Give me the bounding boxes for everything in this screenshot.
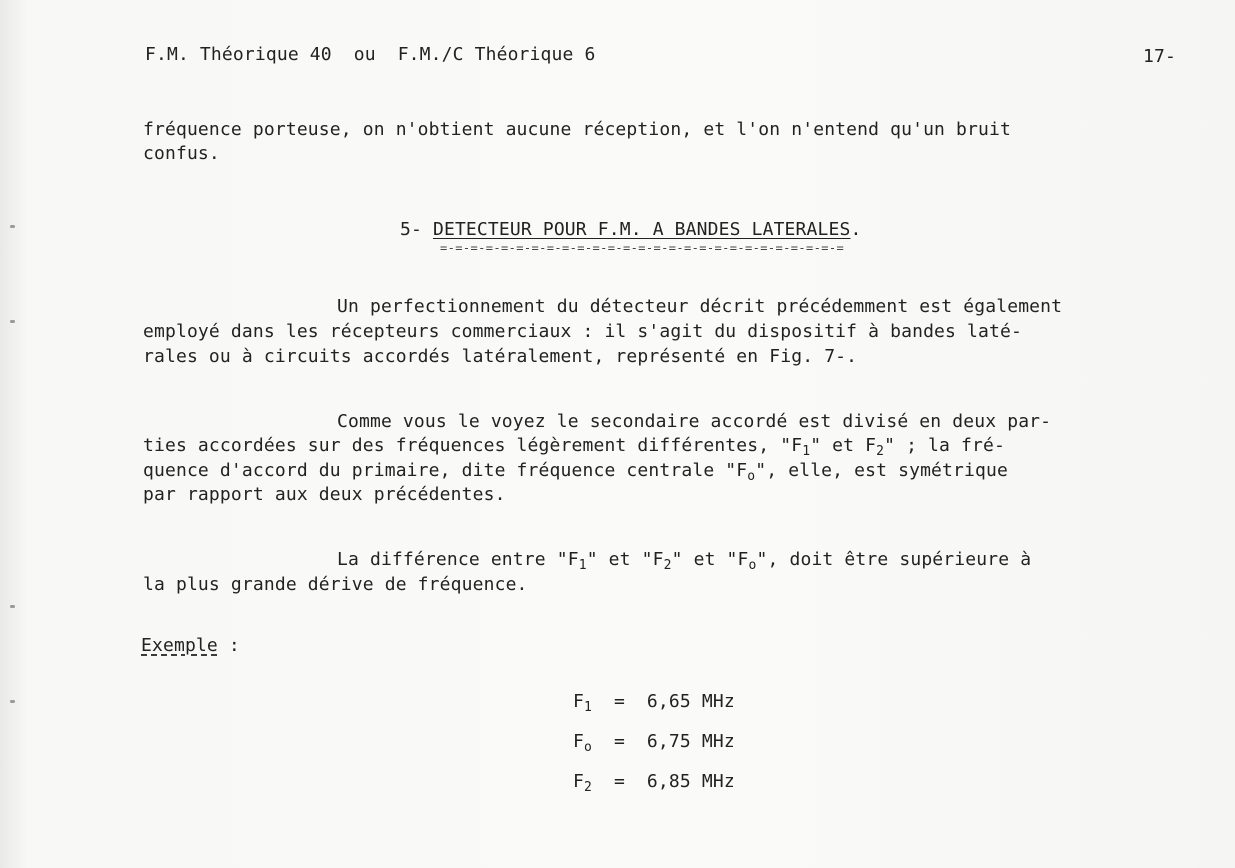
paragraph-3-line-1: Comme vous le voyez le secondaire accordé est divisé en deux par- (337, 411, 1052, 432)
subscript: 2 (876, 444, 885, 459)
section-double-underline: =-=-=-=-=-=-=-=-=-=-=-=-=-=-=-=-=-=-=-=-=-=-=-=-=-=-= (440, 241, 845, 255)
text-segment: La différence entre "F (337, 549, 579, 570)
frequency-symbol: F (573, 731, 584, 752)
equals-sign: = (591, 771, 647, 792)
subscript: 1 (578, 558, 587, 573)
example-row (573, 770, 735, 800)
text-segment: " et "F (671, 549, 749, 570)
paragraph-4-line-2: la plus grande dérive de fréquence. (143, 574, 528, 595)
subscript: 1 (802, 444, 811, 459)
paragraph-1-line-2: confus. (143, 143, 220, 164)
example-row (573, 690, 735, 720)
subscript: o (748, 558, 757, 573)
text-segment: " ; la fré- (884, 435, 1005, 456)
paragraph-2-line-3: rales ou à circuits accordés latéralement, représenté en Fig. 7-. (143, 346, 858, 367)
section-number: 5- (400, 219, 433, 240)
subscript: o (747, 469, 756, 484)
paragraph-1-line-1: fréquence porteuse, on n'obtient aucune réception, et l'on n'entend qu'un bruit (143, 119, 1011, 140)
running-header: F.M. Théorique 40 ou F.M./C Théorique 6 (145, 44, 596, 65)
frequency-value: 6,75 MHz (646, 731, 735, 752)
scan-speck (10, 700, 15, 703)
text-segment: " et F (810, 435, 877, 456)
frequency-value: 6,65 MHz (646, 691, 735, 712)
text-segment: ties accordées sur des fréquences légèrement différentes, "F (143, 435, 803, 456)
equals-sign: = (591, 691, 647, 712)
equals-sign: = (591, 731, 647, 752)
paragraph-2-line-2: employé dans les récepteurs commerciaux : il s'agit du dispositif à bandes laté- (143, 321, 1022, 342)
example-colon: : (217, 635, 240, 656)
text-segment: quence d'accord du primaire, dite fréquence centrale "F (143, 460, 748, 481)
text-segment: " et "F (586, 549, 664, 570)
frequency-symbol: F (573, 691, 584, 712)
subscript: 1 (584, 700, 592, 715)
paragraph-2-line-1: Un perfectionnement du détecteur décrit précédemment est également (337, 296, 1063, 317)
subscript: 2 (584, 780, 592, 795)
section-title-period: . (850, 219, 862, 240)
scan-speck (10, 320, 15, 323)
subscript: 2 (663, 558, 672, 573)
frequency-symbol: F (573, 771, 584, 792)
paragraph-3-line-4: par rapport aux deux précédentes. (143, 484, 506, 505)
example-heading (141, 634, 240, 658)
text-segment: ", doit être supérieure à (756, 549, 1032, 570)
scan-speck (10, 225, 15, 228)
example-label: Exemple (141, 635, 218, 656)
scan-speck (10, 605, 15, 608)
subscript: o (584, 740, 592, 755)
page-number: 17- (1143, 46, 1176, 67)
frequency-value: 6,85 MHz (646, 771, 735, 792)
text-segment: ", elle, est symétrique (755, 460, 1008, 481)
section-title: DETECTEUR POUR F.M. A BANDES LATERALES (432, 219, 851, 240)
example-row (573, 730, 735, 760)
